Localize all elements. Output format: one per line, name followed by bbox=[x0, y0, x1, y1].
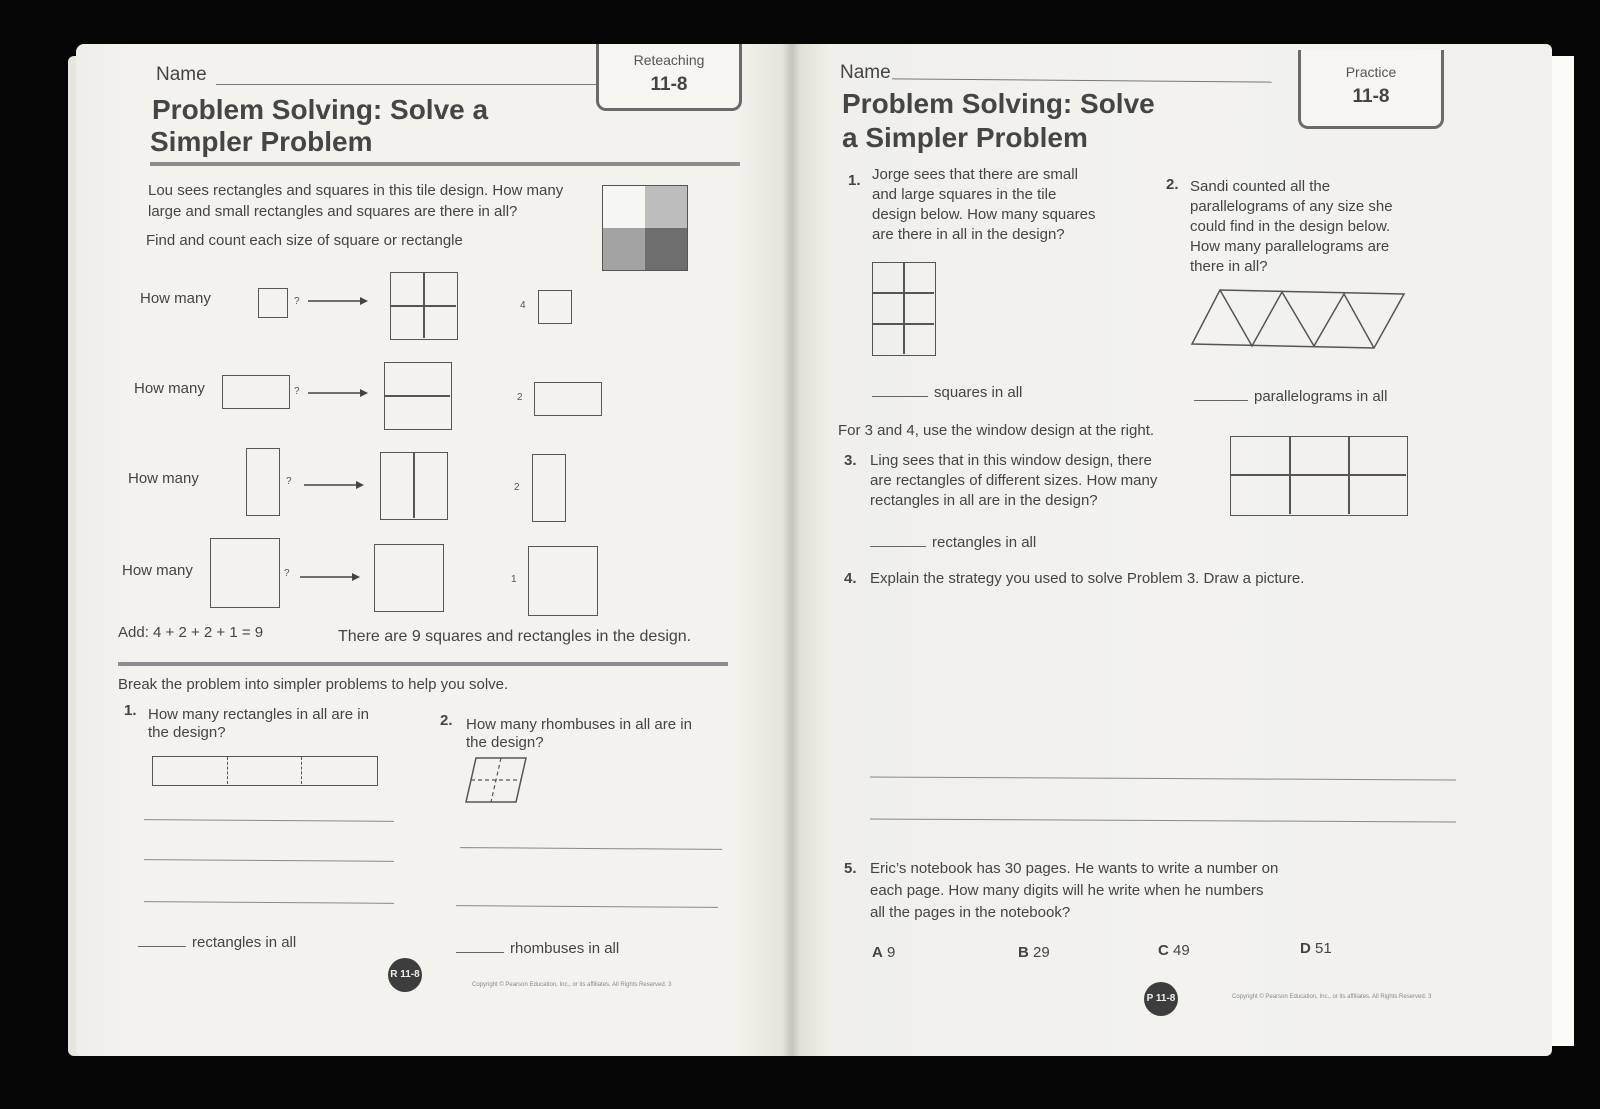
q1-rectangle-design bbox=[152, 756, 378, 786]
q3-line1: Ling sees that in this window design, there bbox=[870, 452, 1152, 469]
q1-line3: design below. How many squares bbox=[872, 206, 1096, 223]
row1-label: How many bbox=[140, 290, 211, 307]
tile-top-left bbox=[603, 186, 645, 228]
q1-number: 1. bbox=[124, 702, 137, 719]
q2-rhombus-design bbox=[464, 756, 530, 806]
q4-answer-line[interactable] bbox=[870, 818, 1456, 822]
tile-design bbox=[602, 185, 688, 271]
row4-count: 1 bbox=[511, 574, 517, 585]
page-badge: R 11-8 bbox=[388, 958, 422, 992]
q1-number: 1. bbox=[848, 172, 861, 189]
tile-top-right bbox=[645, 186, 687, 228]
choice-c[interactable] bbox=[1158, 940, 1190, 961]
reteaching-page bbox=[76, 44, 792, 1056]
q4-text: Explain the strategy you used to solve Problem 3. Draw a picture. bbox=[870, 570, 1305, 587]
q5-line2: each page. How many digits will he write when he numbers bbox=[870, 882, 1264, 899]
q2-line3: could find in the design below. bbox=[1190, 218, 1391, 235]
row3-arrow-icon bbox=[304, 480, 364, 490]
choice-value: 29 bbox=[1033, 944, 1050, 961]
choice-value: 49 bbox=[1173, 942, 1190, 959]
tab-number: 11-8 bbox=[650, 74, 688, 95]
row4-large-square bbox=[210, 538, 280, 608]
row4-question: ? bbox=[284, 568, 290, 579]
q5-number: 5. bbox=[844, 860, 857, 877]
q2-answer bbox=[1194, 386, 1387, 407]
q1-answer-label: squares in all bbox=[934, 384, 1023, 401]
name-field[interactable] bbox=[892, 78, 1272, 82]
q2-line2: the design? bbox=[466, 734, 544, 751]
q2-number: 2. bbox=[440, 712, 453, 729]
row1-grid bbox=[390, 272, 458, 340]
choice-a[interactable] bbox=[872, 942, 895, 963]
row2-wide-rect bbox=[222, 375, 290, 409]
section-rule bbox=[118, 662, 728, 666]
copyright-text: Copyright © Pearson Education, Inc., or its affiliates. All Rights Reserved. 3 bbox=[472, 982, 672, 988]
row4-answer-shape bbox=[528, 546, 598, 616]
practice-tab bbox=[1298, 50, 1444, 129]
q2-answer-label: parallelograms in all bbox=[1254, 388, 1388, 405]
add-line: Add: 4 + 2 + 2 + 1 = 9 bbox=[118, 624, 264, 641]
q1-line2: the design? bbox=[148, 724, 226, 741]
q1-answer-label: rectangles in all bbox=[192, 934, 297, 951]
for-3-and-4-text: For 3 and 4, use the window design at the right. bbox=[838, 422, 1155, 439]
row2-answer-shape bbox=[534, 382, 602, 416]
q1-line1: Jorge sees that there are small bbox=[872, 166, 1078, 183]
q1-work-line[interactable] bbox=[144, 859, 394, 862]
q5-line1: Eric’s notebook has 30 pages. He wants to write a number on bbox=[870, 860, 1279, 877]
q1-line2: and large squares in the tile bbox=[872, 186, 1057, 203]
page-title-line2: Simpler Problem bbox=[150, 126, 373, 157]
row2-arrow-icon bbox=[308, 388, 368, 398]
row4-grid bbox=[374, 544, 444, 612]
choice-value: 9 bbox=[887, 944, 896, 961]
row3-label: How many bbox=[128, 470, 199, 487]
tab-kind: Reteaching bbox=[633, 52, 705, 68]
q3-answer-blank[interactable] bbox=[870, 546, 926, 547]
choice-letter: A bbox=[872, 944, 883, 961]
row1-count: 4 bbox=[520, 300, 526, 311]
row2-count: 2 bbox=[517, 392, 523, 403]
q3-answer-label: rectangles in all bbox=[932, 534, 1037, 551]
row2-grid bbox=[384, 362, 452, 430]
q2-parallelogram-design bbox=[1190, 288, 1406, 350]
choice-b[interactable] bbox=[1018, 942, 1050, 963]
q1-line1: How many rectangles in all are in bbox=[148, 706, 369, 723]
q4-number: 4. bbox=[844, 570, 857, 587]
choice-letter: B bbox=[1018, 944, 1029, 961]
row1-answer-shape bbox=[538, 290, 572, 324]
page-title-line2: a Simpler Problem bbox=[842, 122, 1088, 153]
q1-answer-blank[interactable] bbox=[138, 946, 186, 947]
q2-line4: How many parallelograms are bbox=[1190, 238, 1390, 255]
name-field[interactable] bbox=[216, 84, 656, 85]
row3-tall-rect bbox=[246, 448, 280, 516]
q1-square-design bbox=[872, 262, 936, 356]
book-spine bbox=[782, 44, 800, 1056]
row4-arrow-icon bbox=[300, 572, 360, 582]
q4-answer-line[interactable] bbox=[870, 776, 1456, 780]
row1-arrow-icon bbox=[308, 296, 368, 306]
page-badge: P 11-8 bbox=[1144, 982, 1178, 1016]
copyright-text: Copyright © Pearson Education, Inc., or its affiliates. All Rights Reserved. 3 bbox=[1232, 994, 1432, 1000]
instruction-text: Find and count each size of square or rectangle bbox=[146, 232, 463, 249]
q1-answer bbox=[138, 932, 296, 953]
window-design bbox=[1230, 436, 1408, 516]
tile-bottom-right bbox=[645, 228, 687, 270]
q1-line4: are there in all in the design? bbox=[872, 226, 1065, 243]
tab-number: 11-8 bbox=[1352, 86, 1390, 107]
intro-line1: Lou sees rectangles and squares in this tile design. How many bbox=[148, 182, 564, 199]
tile-bottom-left bbox=[603, 228, 645, 270]
q2-work-line[interactable] bbox=[460, 847, 722, 850]
q2-line2: parallelograms of any size she bbox=[1190, 198, 1393, 215]
q5-line3: all the pages in the notebook? bbox=[870, 904, 1071, 921]
q2-line5: there in all? bbox=[1190, 258, 1268, 275]
q1-answer bbox=[872, 382, 1022, 403]
reteaching-tab bbox=[596, 44, 742, 111]
q2-answer-blank[interactable] bbox=[456, 952, 504, 953]
title-rule bbox=[150, 162, 740, 166]
q3-answer bbox=[870, 532, 1036, 553]
row1-question: ? bbox=[294, 296, 300, 307]
break-text: Break the problem into simpler problems to help you solve. bbox=[118, 676, 509, 693]
q2-answer-blank[interactable] bbox=[1194, 400, 1248, 401]
choice-d[interactable] bbox=[1300, 938, 1332, 959]
q1-work-line[interactable] bbox=[144, 819, 394, 822]
q3-number: 3. bbox=[844, 452, 857, 469]
q1-work-line[interactable] bbox=[144, 901, 394, 904]
q2-line1: How many rhombuses in all are in bbox=[466, 716, 692, 733]
row3-answer-shape bbox=[532, 454, 566, 522]
q3-line3: rectangles in all are in the design? bbox=[870, 492, 1098, 509]
row4-label: How many bbox=[122, 562, 193, 579]
row1-small-square bbox=[258, 288, 288, 318]
page-title-line1: Problem Solving: Solve a bbox=[152, 94, 489, 125]
row2-label: How many bbox=[134, 380, 205, 397]
row2-question: ? bbox=[294, 386, 300, 397]
choice-value: 51 bbox=[1315, 940, 1332, 957]
row3-question: ? bbox=[286, 476, 292, 487]
row3-count: 2 bbox=[514, 482, 520, 493]
choice-letter: C bbox=[1158, 942, 1169, 959]
q2-number: 2. bbox=[1166, 176, 1179, 193]
choice-letter: D bbox=[1300, 940, 1311, 957]
q2-work-line[interactable] bbox=[456, 905, 718, 908]
q3-line2: are rectangles of different sizes. How many bbox=[870, 472, 1158, 489]
q2-answer-label: rhombuses in all bbox=[510, 940, 620, 957]
name-label: Name bbox=[840, 62, 891, 83]
page-title-line1: Problem Solving: Solve bbox=[842, 88, 1155, 119]
q1-answer-blank[interactable] bbox=[872, 396, 928, 397]
summary-text: There are 9 squares and rectangles in the design. bbox=[338, 628, 692, 645]
q2-answer bbox=[456, 938, 619, 959]
row3-grid bbox=[380, 452, 448, 520]
practice-page bbox=[792, 44, 1552, 1056]
tab-kind: Practice bbox=[1345, 64, 1397, 80]
name-label: Name bbox=[156, 64, 207, 85]
intro-line2: large and small rectangles and squares are there in all? bbox=[148, 203, 518, 220]
q2-line1: Sandi counted all the bbox=[1190, 178, 1331, 195]
